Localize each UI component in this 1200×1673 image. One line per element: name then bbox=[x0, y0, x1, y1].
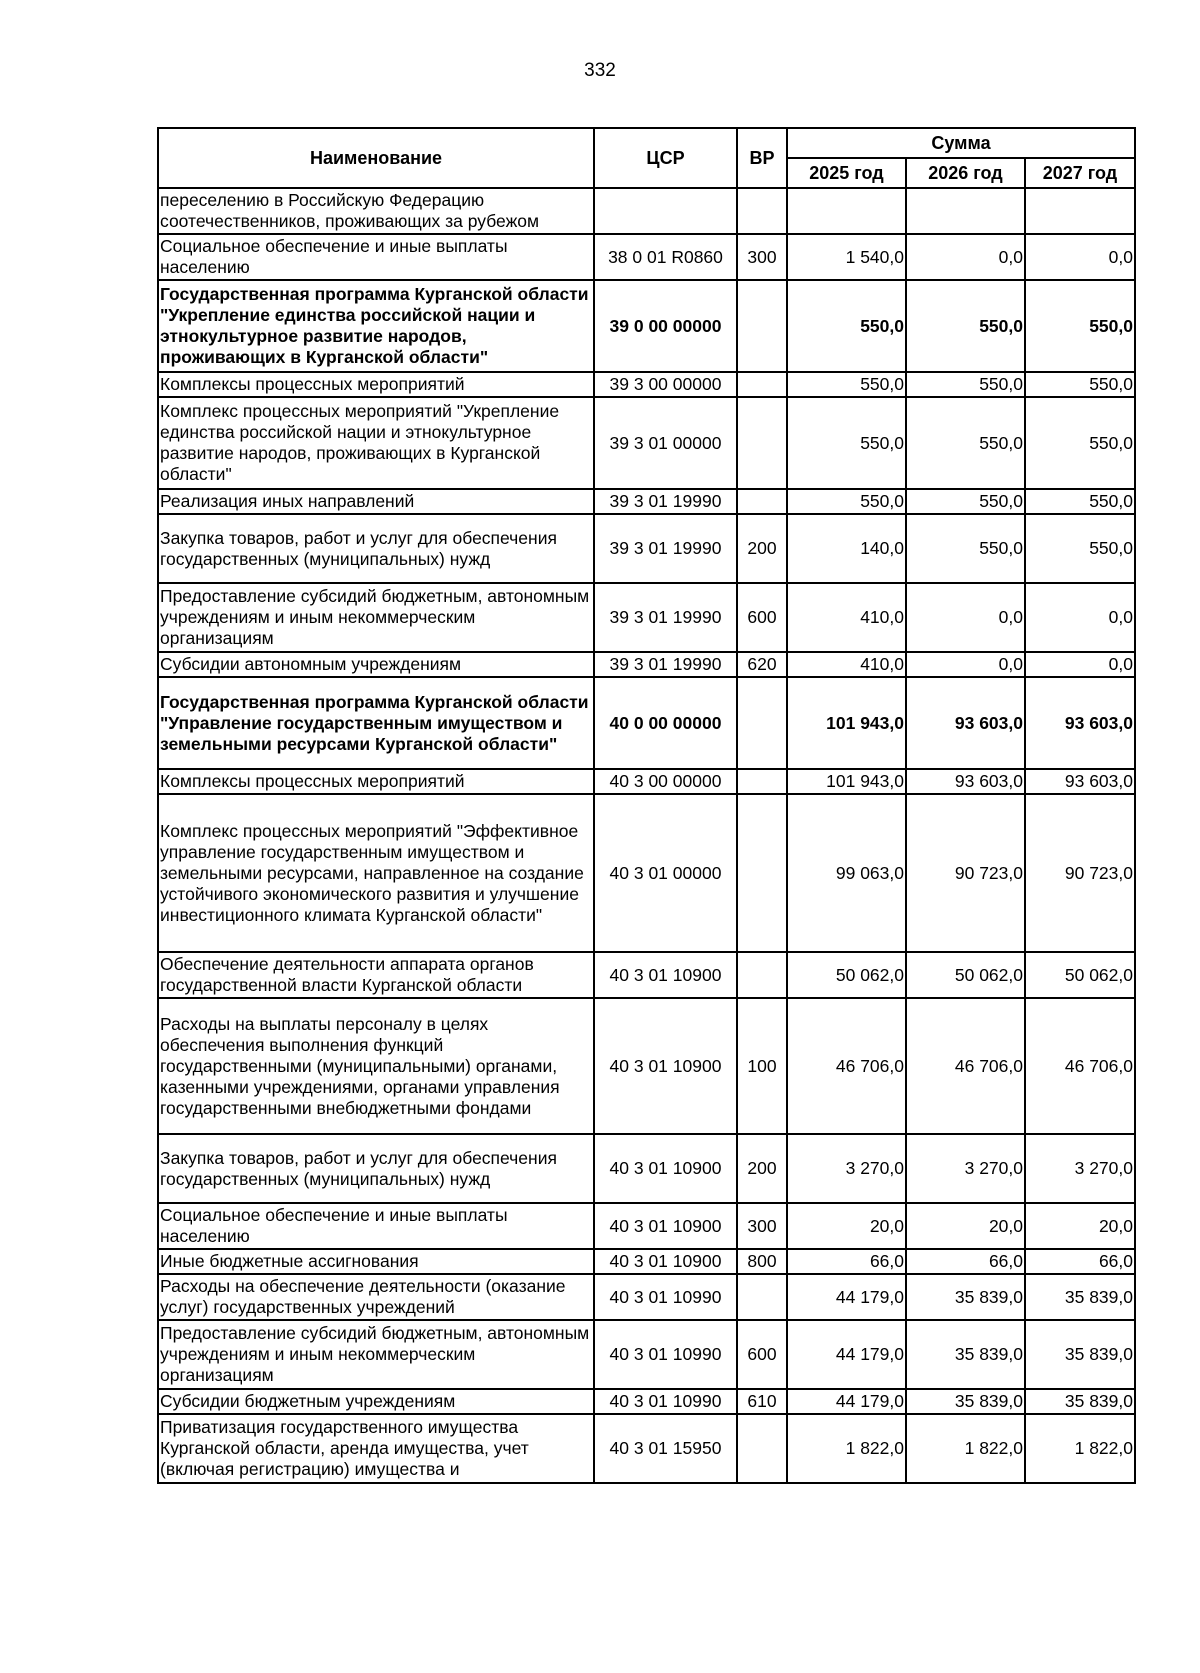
table-row bbox=[158, 952, 1135, 998]
row-name: Государственная программа Курганской области "Управление государственным имуществом и земельными ресурсами Курганской области" bbox=[158, 677, 594, 769]
row-value-2027: 550,0 bbox=[1025, 514, 1135, 583]
row-value-2026: 550,0 bbox=[906, 280, 1025, 372]
table-row bbox=[158, 234, 1135, 280]
row-name: Закупка товаров, работ и услуг для обеспечения государственных (муниципальных) нужд bbox=[158, 514, 594, 583]
header-year-2026: 2026 год bbox=[906, 158, 1025, 188]
row-value-2025: 101 943,0 bbox=[787, 769, 906, 794]
row-csr: 40 3 01 10990 bbox=[594, 1320, 737, 1389]
row-name: Иные бюджетные ассигнования bbox=[158, 1249, 594, 1274]
row-value-2027: 550,0 bbox=[1025, 397, 1135, 489]
row-vr bbox=[737, 1414, 787, 1483]
row-value-2026: 90 723,0 bbox=[906, 794, 1025, 952]
table-row bbox=[158, 1320, 1135, 1389]
row-csr: 40 3 01 10900 bbox=[594, 1134, 737, 1203]
row-name: Расходы на обеспечение деятельности (оказание услуг) государственных учреждений bbox=[158, 1274, 594, 1320]
table-row bbox=[158, 1414, 1135, 1483]
row-value-2026: 0,0 bbox=[906, 652, 1025, 677]
row-csr: 39 3 01 19990 bbox=[594, 514, 737, 583]
table-row bbox=[158, 1389, 1135, 1414]
row-value-2025: 550,0 bbox=[787, 372, 906, 397]
row-name: Социальное обеспечение и иные выплаты населению bbox=[158, 1203, 594, 1249]
row-value-2025: 44 179,0 bbox=[787, 1320, 906, 1389]
row-name: Закупка товаров, работ и услуг для обеспечения государственных (муниципальных) нужд bbox=[158, 1134, 594, 1203]
header-csr: ЦСР bbox=[594, 128, 737, 188]
row-value-2025: 50 062,0 bbox=[787, 952, 906, 998]
table-row bbox=[158, 1249, 1135, 1274]
row-vr bbox=[737, 1274, 787, 1320]
row-value-2027: 35 839,0 bbox=[1025, 1274, 1135, 1320]
row-csr: 40 3 01 10990 bbox=[594, 1389, 737, 1414]
table-row bbox=[158, 998, 1135, 1134]
row-value-2027: 3 270,0 bbox=[1025, 1134, 1135, 1203]
row-csr: 39 3 01 19990 bbox=[594, 583, 737, 652]
header-name: Наименование bbox=[158, 128, 594, 188]
row-value-2027: 35 839,0 bbox=[1025, 1389, 1135, 1414]
header-year-2027: 2027 год bbox=[1025, 158, 1135, 188]
row-value-2025: 3 270,0 bbox=[787, 1134, 906, 1203]
table-row bbox=[158, 1274, 1135, 1320]
row-vr bbox=[737, 677, 787, 769]
row-name: Социальное обеспечение и иные выплаты населению bbox=[158, 234, 594, 280]
row-value-2027: 550,0 bbox=[1025, 489, 1135, 514]
row-name: Субсидии бюджетным учреждениям bbox=[158, 1389, 594, 1414]
row-value-2027: 550,0 bbox=[1025, 372, 1135, 397]
row-value-2027: 0,0 bbox=[1025, 234, 1135, 280]
row-name: Реализация иных направлений bbox=[158, 489, 594, 514]
row-name: Приватизация государственного имущества Курганской области, аренда имущества, учет (включая регистрацию) имущества и bbox=[158, 1414, 594, 1483]
row-csr: 40 3 01 10990 bbox=[594, 1274, 737, 1320]
row-vr bbox=[737, 769, 787, 794]
row-value-2026: 93 603,0 bbox=[906, 677, 1025, 769]
row-name: Комплексы процессных мероприятий bbox=[158, 769, 594, 794]
row-value-2026: 35 839,0 bbox=[906, 1389, 1025, 1414]
header-vr: ВР bbox=[737, 128, 787, 188]
row-vr: 800 bbox=[737, 1249, 787, 1274]
row-value-2027: 46 706,0 bbox=[1025, 998, 1135, 1134]
row-csr: 39 3 01 19990 bbox=[594, 652, 737, 677]
row-value-2027: 0,0 bbox=[1025, 652, 1135, 677]
row-value-2026: 46 706,0 bbox=[906, 998, 1025, 1134]
row-value-2025: 550,0 bbox=[787, 489, 906, 514]
row-name: Предоставление субсидий бюджетным, автономным учреждениям и иным некоммерческим организациям bbox=[158, 583, 594, 652]
row-csr: 39 0 00 00000 bbox=[594, 280, 737, 372]
row-value-2025: 1 822,0 bbox=[787, 1414, 906, 1483]
row-vr: 620 bbox=[737, 652, 787, 677]
table-row bbox=[158, 1134, 1135, 1203]
header-sum: Сумма bbox=[787, 128, 1135, 158]
row-vr bbox=[737, 794, 787, 952]
row-name: Государственная программа Курганской области "Укрепление единства российской нации и этнокультурное развитие народов, проживающих в Курганской области" bbox=[158, 280, 594, 372]
row-vr: 200 bbox=[737, 514, 787, 583]
row-name: Обеспечение деятельности аппарата органов государственной власти Курганской области bbox=[158, 952, 594, 998]
table-row bbox=[158, 652, 1135, 677]
table-row bbox=[158, 372, 1135, 397]
row-name: Комплекс процессных мероприятий "Эффективное управление государственным имуществом и земельными ресурсами, направленное на создание устойчивого экономического развития и улучшение инвестиционного климата Курганской области" bbox=[158, 794, 594, 952]
row-csr bbox=[594, 188, 737, 234]
row-value-2025: 46 706,0 bbox=[787, 998, 906, 1134]
row-vr bbox=[737, 489, 787, 514]
row-csr: 40 3 01 15950 bbox=[594, 1414, 737, 1483]
row-vr bbox=[737, 372, 787, 397]
row-name: переселению в Российскую Федерацию соотечественников, проживающих за рубежом bbox=[158, 188, 594, 234]
row-value-2027: 93 603,0 bbox=[1025, 769, 1135, 794]
row-value-2025: 140,0 bbox=[787, 514, 906, 583]
table-row bbox=[158, 397, 1135, 489]
row-value-2027: 66,0 bbox=[1025, 1249, 1135, 1274]
row-value-2026: 1 822,0 bbox=[906, 1414, 1025, 1483]
row-csr: 38 0 01 R0860 bbox=[594, 234, 737, 280]
row-name: Предоставление субсидий бюджетным, автономным учреждениям и иным некоммерческим организациям bbox=[158, 1320, 594, 1389]
row-value-2026: 0,0 bbox=[906, 234, 1025, 280]
row-value-2026: 3 270,0 bbox=[906, 1134, 1025, 1203]
row-value-2025: 44 179,0 bbox=[787, 1274, 906, 1320]
row-value-2027 bbox=[1025, 188, 1135, 234]
table-row bbox=[158, 794, 1135, 952]
row-csr: 40 3 01 10900 bbox=[594, 998, 737, 1134]
header-year-2025: 2025 год bbox=[787, 158, 906, 188]
budget-table bbox=[157, 127, 1136, 1484]
row-value-2025: 550,0 bbox=[787, 280, 906, 372]
row-value-2025: 66,0 bbox=[787, 1249, 906, 1274]
table-row bbox=[158, 583, 1135, 652]
row-csr: 40 3 01 10900 bbox=[594, 1249, 737, 1274]
row-vr: 610 bbox=[737, 1389, 787, 1414]
row-csr: 40 0 00 00000 bbox=[594, 677, 737, 769]
row-vr bbox=[737, 397, 787, 489]
row-csr: 40 3 01 00000 bbox=[594, 794, 737, 952]
row-value-2026: 35 839,0 bbox=[906, 1320, 1025, 1389]
row-vr: 600 bbox=[737, 583, 787, 652]
row-csr: 39 3 00 00000 bbox=[594, 372, 737, 397]
row-value-2026: 550,0 bbox=[906, 372, 1025, 397]
table-row bbox=[158, 1203, 1135, 1249]
row-value-2027: 20,0 bbox=[1025, 1203, 1135, 1249]
row-value-2026: 50 062,0 bbox=[906, 952, 1025, 998]
row-value-2027: 35 839,0 bbox=[1025, 1320, 1135, 1389]
row-csr: 40 3 00 00000 bbox=[594, 769, 737, 794]
row-value-2027: 90 723,0 bbox=[1025, 794, 1135, 952]
row-value-2026: 0,0 bbox=[906, 583, 1025, 652]
table-row bbox=[158, 677, 1135, 769]
row-vr bbox=[737, 952, 787, 998]
row-value-2025: 101 943,0 bbox=[787, 677, 906, 769]
row-value-2027: 550,0 bbox=[1025, 280, 1135, 372]
row-value-2026: 550,0 bbox=[906, 489, 1025, 514]
row-csr: 39 3 01 00000 bbox=[594, 397, 737, 489]
row-value-2026: 35 839,0 bbox=[906, 1274, 1025, 1320]
row-vr: 300 bbox=[737, 1203, 787, 1249]
row-value-2026: 550,0 bbox=[906, 397, 1025, 489]
row-value-2025: 1 540,0 bbox=[787, 234, 906, 280]
row-name: Комплексы процессных мероприятий bbox=[158, 372, 594, 397]
row-name: Комплекс процессных мероприятий "Укрепление единства российской нации и этнокультурное развитие народов, проживающих в Курганской области" bbox=[158, 397, 594, 489]
row-value-2027: 1 822,0 bbox=[1025, 1414, 1135, 1483]
table-row bbox=[158, 489, 1135, 514]
row-name: Расходы на выплаты персоналу в целях обеспечения выполнения функций государственными (муниципальными) органами, казенными учреждениями, органами управления государственными внебюджетными фондами bbox=[158, 998, 594, 1134]
row-vr: 200 bbox=[737, 1134, 787, 1203]
row-value-2025: 44 179,0 bbox=[787, 1389, 906, 1414]
row-value-2025 bbox=[787, 188, 906, 234]
row-value-2027: 93 603,0 bbox=[1025, 677, 1135, 769]
row-vr: 600 bbox=[737, 1320, 787, 1389]
page-number: 332 bbox=[584, 60, 616, 81]
table-row bbox=[158, 188, 1135, 234]
row-value-2025: 99 063,0 bbox=[787, 794, 906, 952]
row-value-2026: 66,0 bbox=[906, 1249, 1025, 1274]
row-name: Субсидии автономным учреждениям bbox=[158, 652, 594, 677]
row-vr bbox=[737, 188, 787, 234]
row-vr: 300 bbox=[737, 234, 787, 280]
row-csr: 39 3 01 19990 bbox=[594, 489, 737, 514]
row-value-2026 bbox=[906, 188, 1025, 234]
row-value-2025: 410,0 bbox=[787, 583, 906, 652]
row-csr: 40 3 01 10900 bbox=[594, 1203, 737, 1249]
row-value-2027: 0,0 bbox=[1025, 583, 1135, 652]
row-value-2026: 20,0 bbox=[906, 1203, 1025, 1249]
row-value-2025: 20,0 bbox=[787, 1203, 906, 1249]
row-csr: 40 3 01 10900 bbox=[594, 952, 737, 998]
table-row bbox=[158, 769, 1135, 794]
row-vr bbox=[737, 280, 787, 372]
row-value-2026: 550,0 bbox=[906, 514, 1025, 583]
row-value-2025: 410,0 bbox=[787, 652, 906, 677]
row-value-2026: 93 603,0 bbox=[906, 769, 1025, 794]
table-row bbox=[158, 514, 1135, 583]
row-value-2027: 50 062,0 bbox=[1025, 952, 1135, 998]
table-row bbox=[158, 280, 1135, 372]
row-vr: 100 bbox=[737, 998, 787, 1134]
row-value-2025: 550,0 bbox=[787, 397, 906, 489]
